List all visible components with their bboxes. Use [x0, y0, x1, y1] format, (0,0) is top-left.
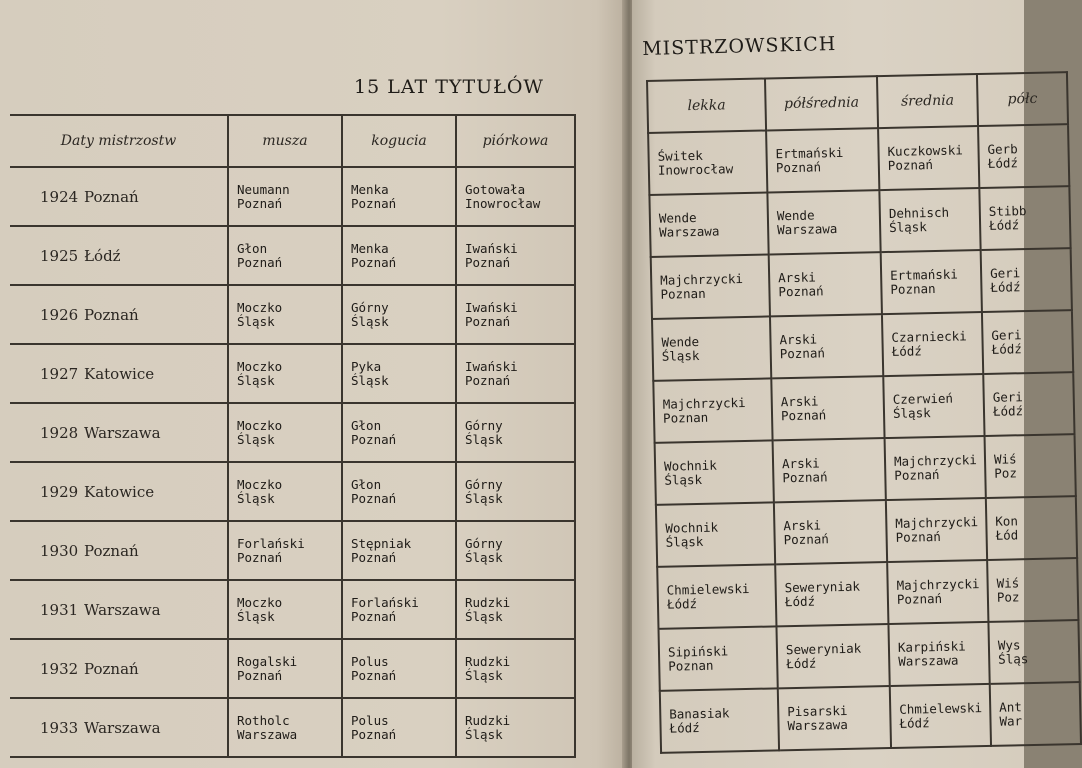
champion-name: Górny — [465, 417, 503, 433]
champion-cell — [342, 403, 456, 462]
championship-date — [10, 167, 228, 226]
champion-name: Stibb — [988, 203, 1027, 219]
champion-name: Arski — [781, 455, 820, 472]
champion-club: Śląsk — [664, 471, 703, 488]
champion-club: Inowrocław — [465, 195, 541, 211]
championship-city: Warszawa — [84, 600, 161, 619]
champion-name: Głon — [351, 417, 382, 433]
column-header: średnia — [877, 74, 978, 128]
champion-name: Dehnisch — [888, 204, 950, 221]
left-page-header: 15 LAT TYTUŁÓW — [354, 76, 544, 98]
champion-club: Poz — [994, 465, 1018, 481]
champion-cell — [983, 372, 1074, 436]
champion-club: Poznań — [351, 431, 397, 447]
table-row — [660, 682, 1081, 753]
champion-name: Geri — [992, 389, 1023, 405]
champion-club: Śląsk — [665, 533, 704, 550]
right-champions-table — [646, 71, 1082, 754]
champion-club: Łódź — [991, 341, 1022, 357]
champion-name: Rogalski — [237, 653, 298, 669]
champion-cell — [771, 376, 884, 440]
champion-cell — [456, 167, 575, 226]
champion-club: Poznań — [465, 254, 511, 270]
champion-name: Arski — [779, 331, 818, 348]
champion-cell — [655, 440, 774, 504]
champion-name: Wochnik — [663, 457, 717, 474]
championship-year: 1929 — [40, 482, 79, 501]
column-header: lekka — [647, 79, 766, 133]
champion-club: Poznań — [887, 157, 934, 173]
champion-cell — [878, 126, 979, 190]
column-header: półśrednia — [765, 76, 878, 130]
champion-club: Łódź — [891, 343, 922, 359]
champion-name: Świtek — [657, 147, 703, 164]
champion-club: Poznań — [895, 528, 941, 545]
champion-name: Karpiński — [897, 638, 966, 655]
champion-name: Menka — [351, 181, 389, 197]
champion-name: Ant — [999, 699, 1022, 715]
champion-name: Majchrzycki — [896, 576, 980, 593]
champion-name: Iwański — [465, 358, 518, 374]
champion-name: Rudzki — [465, 594, 511, 610]
champion-cell — [342, 462, 456, 521]
champion-club: Poznań — [351, 490, 397, 506]
champion-name: Seweryniak — [785, 640, 862, 658]
champion-club: Warszawa — [237, 726, 298, 742]
championship-date — [10, 344, 228, 403]
championship-date — [10, 698, 228, 757]
champion-club: Łódź — [786, 655, 817, 672]
champion-club: Śląsk — [465, 431, 503, 447]
table-row — [10, 285, 575, 344]
champion-cell — [651, 254, 770, 318]
champion-club: Łódź — [992, 403, 1024, 419]
champion-name: Rotholc — [237, 712, 290, 728]
champion-club: Poznan — [668, 657, 714, 674]
champion-club: Poznań — [237, 667, 283, 683]
table-row — [10, 344, 575, 403]
champion-club: Łódź — [669, 720, 700, 736]
champion-club: Poznań — [894, 466, 940, 483]
champion-name: Iwański — [465, 299, 518, 315]
champion-club: Śląsk — [237, 313, 275, 329]
champion-name: Neumann — [237, 181, 290, 197]
table-row — [10, 226, 575, 285]
column-header: Daty mistrzostw — [10, 115, 228, 167]
champion-cell — [342, 167, 456, 226]
champion-cell — [228, 226, 342, 285]
championship-date — [10, 521, 228, 580]
champion-cell — [988, 620, 1079, 684]
champion-name: Ertmański — [775, 144, 844, 162]
champion-cell — [879, 188, 980, 252]
champion-name: Wende — [661, 333, 700, 350]
champion-name: Arski — [783, 517, 822, 534]
champion-club: Śląsk — [465, 667, 503, 683]
champion-club: Warszawa — [787, 716, 848, 734]
championship-year: 1928 — [40, 423, 79, 442]
champion-club: Poznań — [351, 254, 397, 270]
champion-cell — [885, 436, 986, 500]
championship-year: 1932 — [40, 659, 79, 678]
champion-name: Wiś — [993, 451, 1017, 467]
champion-name: Chmielewski — [666, 580, 750, 598]
table-header-row — [10, 115, 575, 167]
champion-name: Iwański — [465, 240, 518, 256]
champion-club: Poznań — [237, 195, 283, 211]
champion-cell — [228, 403, 342, 462]
championship-city: Katowice — [84, 364, 155, 383]
champion-cell — [456, 344, 575, 403]
champion-cell — [656, 502, 775, 566]
championship-year: 1930 — [40, 541, 79, 560]
champion-cell — [987, 558, 1078, 622]
championship-city: Łódź — [84, 246, 121, 265]
champion-cell — [888, 622, 989, 686]
champion-club: Łódź — [988, 217, 1020, 233]
table-row — [10, 698, 575, 757]
champion-club: Śląsk — [892, 405, 931, 421]
champion-club: War — [999, 713, 1023, 729]
champion-name: Gotowała — [465, 181, 526, 197]
champion-club: Poznań — [775, 159, 822, 176]
championship-year: 1926 — [40, 305, 79, 324]
championship-city: Warszawa — [84, 718, 161, 737]
table-row — [656, 496, 1077, 567]
champion-cell — [776, 624, 889, 688]
champion-cell — [456, 698, 575, 757]
championship-city: Warszawa — [84, 423, 161, 442]
champion-club: Poznań — [351, 195, 397, 211]
champion-club: Łódź — [899, 715, 930, 731]
table-row — [658, 620, 1079, 691]
column-header: półc — [977, 72, 1068, 126]
champion-club: Warszawa — [659, 223, 720, 240]
champion-club: Poznań — [351, 726, 397, 742]
champion-cell — [456, 462, 575, 521]
champion-cell — [456, 226, 575, 285]
championship-year: 1933 — [40, 718, 79, 737]
champion-cell — [228, 344, 342, 403]
champion-cell — [774, 500, 887, 564]
champion-club: Śląsk — [465, 608, 503, 624]
champion-club: Poznań — [351, 549, 397, 565]
champion-name: Kon — [995, 513, 1019, 529]
champion-name: Geri — [989, 265, 1021, 281]
champion-club: Łódź — [987, 155, 1019, 171]
champion-name: Majchrzycki — [895, 514, 979, 531]
champion-name: Górny — [465, 476, 503, 492]
championship-date — [10, 226, 228, 285]
championship-date — [10, 403, 228, 462]
champion-club: Poznań — [778, 283, 824, 300]
champion-club: Śląsk — [237, 490, 275, 506]
champion-club: Śląsk — [465, 490, 503, 506]
champion-cell — [883, 374, 984, 438]
champion-cell — [985, 434, 1076, 498]
champion-cell — [981, 248, 1072, 312]
champion-club: Warszawa — [777, 221, 838, 238]
championship-city: Katowice — [84, 482, 155, 501]
champion-name: Wiś — [996, 575, 1020, 591]
champion-name: Majchrzycki — [662, 394, 746, 412]
championship-year: 1924 — [40, 187, 79, 206]
table-row — [10, 639, 575, 698]
champion-club: Poznań — [237, 254, 283, 270]
left-champions-table — [10, 114, 576, 758]
championship-city: Poznań — [84, 187, 139, 206]
champion-cell — [773, 438, 886, 502]
champion-cell — [986, 496, 1077, 560]
table-row — [10, 403, 575, 462]
champion-name: Polus — [351, 712, 389, 728]
champion-cell — [228, 580, 342, 639]
champion-name: Kuczkowski — [887, 142, 963, 159]
championship-city: Poznań — [84, 541, 139, 560]
champion-cell — [228, 462, 342, 521]
table-row — [653, 372, 1074, 443]
championship-year: 1931 — [40, 600, 79, 619]
champion-name: Menka — [351, 240, 389, 256]
champion-club: Poznań — [783, 531, 829, 548]
champion-cell — [456, 403, 575, 462]
champion-name: Forlański — [351, 594, 419, 610]
champion-name: Wochnik — [665, 519, 719, 536]
champion-name: Czerwień — [892, 390, 954, 407]
champion-name: Sipiński — [667, 643, 729, 660]
champion-name: Ertmański — [889, 266, 959, 283]
champion-name: Pisarski — [787, 702, 848, 720]
championship-year: 1927 — [40, 364, 79, 383]
champion-club: Śląsk — [237, 431, 275, 447]
champion-club: Łódź — [666, 596, 698, 612]
championship-year: 1925 — [40, 246, 79, 265]
champion-club: Śląsk — [661, 347, 700, 364]
champion-cell — [456, 285, 575, 344]
champion-club: Poznań — [237, 549, 283, 565]
champion-club: Łód — [995, 527, 1019, 543]
champion-cell — [657, 564, 776, 628]
champion-club: Poznań — [351, 667, 397, 683]
champion-name: Moczko — [237, 476, 283, 492]
champion-cell — [881, 250, 982, 314]
champion-cell — [882, 312, 983, 376]
champion-name: Pyka — [351, 358, 382, 374]
table-row — [657, 558, 1078, 629]
champion-cell — [658, 626, 777, 690]
champion-name: Gerb — [987, 141, 1018, 157]
table-row — [10, 521, 575, 580]
champion-club: Łódź — [784, 593, 816, 610]
champion-club: Poznań — [782, 469, 828, 486]
champion-cell — [228, 167, 342, 226]
champion-name: Wende — [658, 209, 697, 226]
champion-name: Seweryniak — [784, 578, 861, 596]
championship-date — [10, 462, 228, 521]
champion-cell — [770, 314, 883, 378]
champion-cell — [228, 521, 342, 580]
champion-name: Moczko — [237, 299, 283, 315]
championship-date — [10, 639, 228, 698]
champion-cell — [228, 698, 342, 757]
champion-cell — [342, 639, 456, 698]
champion-club: Śląs — [998, 651, 1029, 667]
champion-cell — [887, 560, 988, 624]
champion-club: Łódź — [990, 279, 1021, 295]
champion-cell — [990, 682, 1081, 746]
champion-cell — [648, 130, 767, 194]
champion-club: Poznań — [351, 608, 397, 624]
champion-cell — [342, 285, 456, 344]
champion-cell — [652, 316, 771, 380]
champion-cell — [228, 285, 342, 344]
champion-cell — [886, 498, 987, 562]
table-row — [10, 580, 575, 639]
champion-cell — [769, 252, 882, 316]
champion-club: Śląsk — [237, 372, 275, 388]
champion-name: Arski — [778, 269, 816, 286]
champion-cell — [342, 521, 456, 580]
champion-club: Śląsk — [465, 726, 503, 742]
champion-name: Moczko — [237, 594, 283, 610]
champion-club: Poznan — [890, 280, 936, 297]
champion-club: Śląsk — [465, 549, 503, 565]
champion-name: Chmielewski — [899, 700, 983, 717]
champion-cell — [653, 378, 772, 442]
champion-name: Rudzki — [465, 653, 511, 669]
champion-cell — [228, 639, 342, 698]
table-header-row — [647, 72, 1068, 133]
table-row — [652, 310, 1073, 381]
champion-club: Śląsk — [888, 219, 927, 235]
champion-name: Moczko — [237, 417, 283, 433]
champion-name: Górny — [465, 535, 503, 551]
right-page — [632, 0, 1038, 768]
champion-name: Banasiak — [669, 705, 730, 722]
champion-cell — [456, 521, 575, 580]
champion-cell — [978, 124, 1069, 188]
champion-name: Majchrzycki — [660, 271, 744, 288]
right-page-header: MISTRZOWSKICH — [642, 32, 837, 60]
champion-cell — [342, 698, 456, 757]
championship-date — [10, 285, 228, 344]
championship-city: Poznań — [84, 305, 139, 324]
column-header: piórkowa — [456, 115, 575, 167]
champion-club: Poznan — [662, 409, 709, 426]
champion-name: Czarniecki — [891, 328, 967, 345]
champion-cell — [342, 344, 456, 403]
champion-club: Poznań — [465, 372, 511, 388]
champion-club: Śląsk — [237, 608, 275, 624]
champion-name: Stępniak — [351, 535, 412, 551]
champion-name: Górny — [351, 299, 389, 315]
champion-cell — [979, 186, 1070, 250]
champion-name: Forlański — [237, 535, 305, 551]
champion-cell — [775, 562, 888, 626]
table-row — [648, 124, 1069, 195]
champion-cell — [890, 684, 991, 748]
champion-name: Rudzki — [465, 712, 511, 728]
champion-name: Wende — [776, 207, 815, 224]
championship-city: Poznań — [84, 659, 139, 678]
champion-club: Poznań — [780, 407, 827, 424]
champion-cell — [342, 580, 456, 639]
champion-cell — [660, 688, 779, 752]
champion-club: Poznań — [465, 313, 511, 329]
champion-cell — [649, 192, 768, 256]
champion-cell — [778, 686, 891, 750]
champion-name: Głon — [237, 240, 268, 256]
champion-name: Moczko — [237, 358, 283, 374]
champion-name: Polus — [351, 653, 389, 669]
champion-club: Poznań — [896, 590, 943, 607]
champion-name: Arski — [780, 393, 819, 410]
column-header: kogucia — [342, 115, 456, 167]
champion-club: Poznań — [779, 345, 826, 362]
champion-club: Inowrocław — [657, 161, 734, 178]
champion-cell — [456, 639, 575, 698]
table-row — [649, 186, 1070, 257]
champion-club: Poznan — [660, 285, 706, 302]
champion-cell — [767, 190, 880, 254]
column-header: musza — [228, 115, 342, 167]
champion-cell — [982, 310, 1073, 374]
table-row — [651, 248, 1072, 319]
champion-cell — [342, 226, 456, 285]
table-row — [10, 167, 575, 226]
champion-club: Poz — [996, 589, 1020, 605]
champion-club: Warszawa — [898, 652, 959, 669]
champion-name: Głon — [351, 476, 382, 492]
table-row — [655, 434, 1076, 505]
champion-club: Śląsk — [351, 313, 389, 329]
champion-cell — [456, 580, 575, 639]
champion-name: Majchrzycki — [893, 452, 977, 469]
champion-name: Geri — [991, 327, 1022, 343]
championship-date — [10, 580, 228, 639]
champion-club: Śląsk — [351, 372, 389, 388]
champion-name: Wys — [997, 637, 1021, 653]
champion-cell — [766, 128, 879, 192]
table-row — [10, 462, 575, 521]
